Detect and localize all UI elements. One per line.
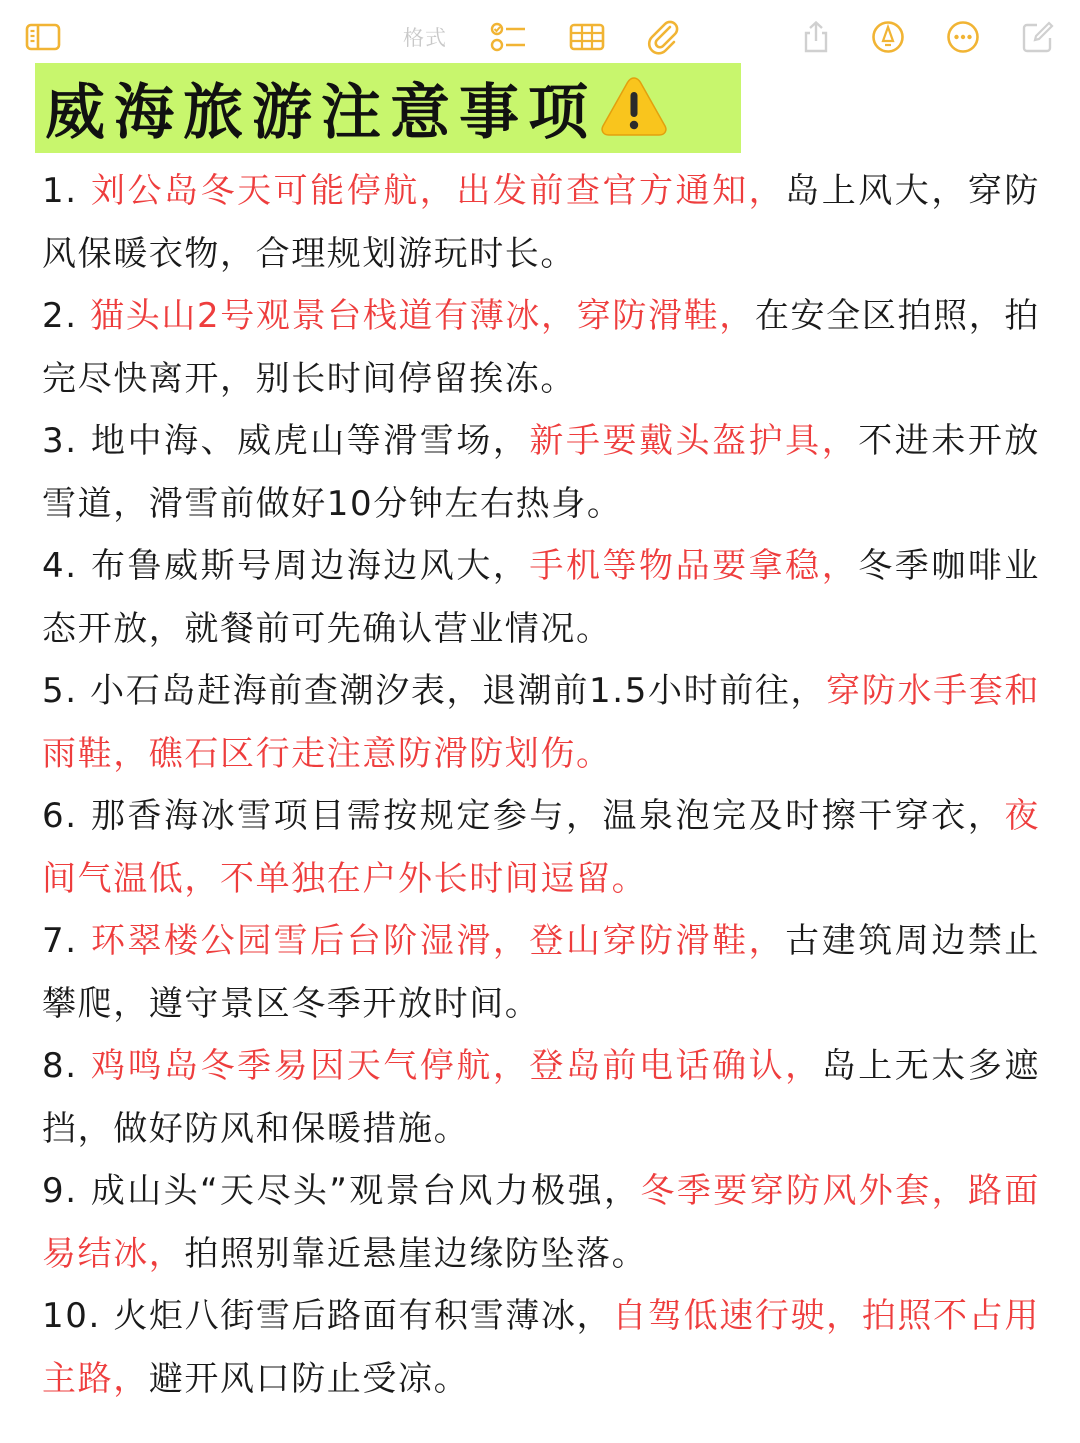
sidebar-icon[interactable] xyxy=(22,14,64,60)
note-highlight-text: 冬季要穿防风外套，路面易结冰， xyxy=(42,1171,1040,1274)
note-item-number: 5. xyxy=(42,671,91,711)
note-text: 地中海、威虎山等滑雪场， xyxy=(90,421,530,461)
note-item-4 xyxy=(42,535,1040,660)
note-item-10 xyxy=(42,1285,1040,1410)
note-text: 避开风口防止受凉。 xyxy=(148,1358,470,1399)
note-item-8 xyxy=(42,1035,1040,1160)
more-icon[interactable] xyxy=(943,14,983,60)
note-highlight-text: 自驾低速行驶，拍照不占用主路， xyxy=(42,1296,1040,1399)
share-icon[interactable] xyxy=(798,14,834,60)
note-text: 火炬八街雪后路面有积雪薄冰， xyxy=(113,1296,613,1336)
note-item-number: 3. xyxy=(42,421,91,461)
note-text: 冬季咖啡业态开放，就餐前可先确认营业情况。 xyxy=(42,546,1040,649)
note-item-number: 10. xyxy=(42,1296,114,1336)
note-item-number: 2. xyxy=(42,296,91,336)
note-text: 小石岛赶海前查潮汐表，退潮前1.5小时前往， xyxy=(90,671,827,711)
note-item-1 xyxy=(42,160,1040,285)
note-item-number: 9. xyxy=(42,1171,91,1211)
paperclip-icon[interactable] xyxy=(642,14,684,60)
note-text: 古建筑周边禁止攀爬，遵守景区冬季开放时间。 xyxy=(42,921,1040,1024)
note-text: 拍照别靠近悬崖边缘防坠落。 xyxy=(184,1233,648,1274)
note-item-6 xyxy=(42,785,1040,910)
note-body[interactable] xyxy=(42,160,1040,1410)
note-highlight-text: 环翠楼公园雪后台阶湿滑，登山穿防滑鞋， xyxy=(90,921,786,961)
note-item-number: 6. xyxy=(42,796,91,836)
note-item-9 xyxy=(42,1160,1040,1285)
title-highlight xyxy=(35,63,741,153)
note-item-5 xyxy=(42,660,1040,785)
note-item-number: 4. xyxy=(42,546,91,586)
note-item-3 xyxy=(42,410,1040,535)
note-text: 成山头“天尽头”观景台风力极强， xyxy=(90,1171,641,1211)
page-title[interactable]: 威海旅游注意事项 xyxy=(45,78,597,148)
note-text: 岛上风大，穿防风保暖衣物，合理规划游玩时长。 xyxy=(42,171,1040,274)
note-item-number: 8. xyxy=(42,1046,91,1086)
note-highlight-text: 穿防水手套和雨鞋，礁石区行走注意防滑防划伤。 xyxy=(42,671,1040,774)
table-icon[interactable] xyxy=(566,14,608,60)
warning-icon xyxy=(599,74,669,142)
note-text: 布鲁威斯号周边海边风大， xyxy=(90,546,530,586)
note-text: 那香海冰雪项目需按规定参与，温泉泡完及时擦干穿衣， xyxy=(90,796,1005,836)
note-highlight-text: 鸡鸣岛冬季易因天气停航，登岛前电话确认， xyxy=(90,1046,822,1086)
note-item-number: 1. xyxy=(42,171,91,211)
markup-pen-icon[interactable] xyxy=(868,14,908,60)
checklist-icon[interactable] xyxy=(487,14,529,60)
note-highlight-text: 夜间气温低，不单独在户外长时间逗留。 xyxy=(42,796,1040,899)
note-item-number: 7. xyxy=(42,921,91,961)
note-item-2 xyxy=(42,285,1040,410)
note-text: 在安全区拍照，拍完尽快离开，别长时间停留挨冻。 xyxy=(42,296,1040,399)
note-item-7 xyxy=(42,910,1040,1035)
note-highlight-text: 刘公岛冬天可能停航，出发前查官方通知， xyxy=(90,171,786,211)
note-text: 不进未开放雪道，滑雪前做好10分钟左右热身。 xyxy=(42,421,1040,524)
note-text: 岛上无太多遮挡，做好防风和保暖措施。 xyxy=(42,1046,1040,1149)
note-highlight-text: 猫头山2号观景台栈道有薄冰，穿防滑鞋， xyxy=(90,296,755,336)
format-button[interactable] xyxy=(395,14,455,60)
format-label: 格式 xyxy=(403,26,447,50)
note-highlight-text: 手机等物品要拿稳， xyxy=(529,546,859,586)
note-highlight-text: 新手要戴头盔护具， xyxy=(529,421,859,461)
compose-icon[interactable] xyxy=(1018,14,1058,60)
